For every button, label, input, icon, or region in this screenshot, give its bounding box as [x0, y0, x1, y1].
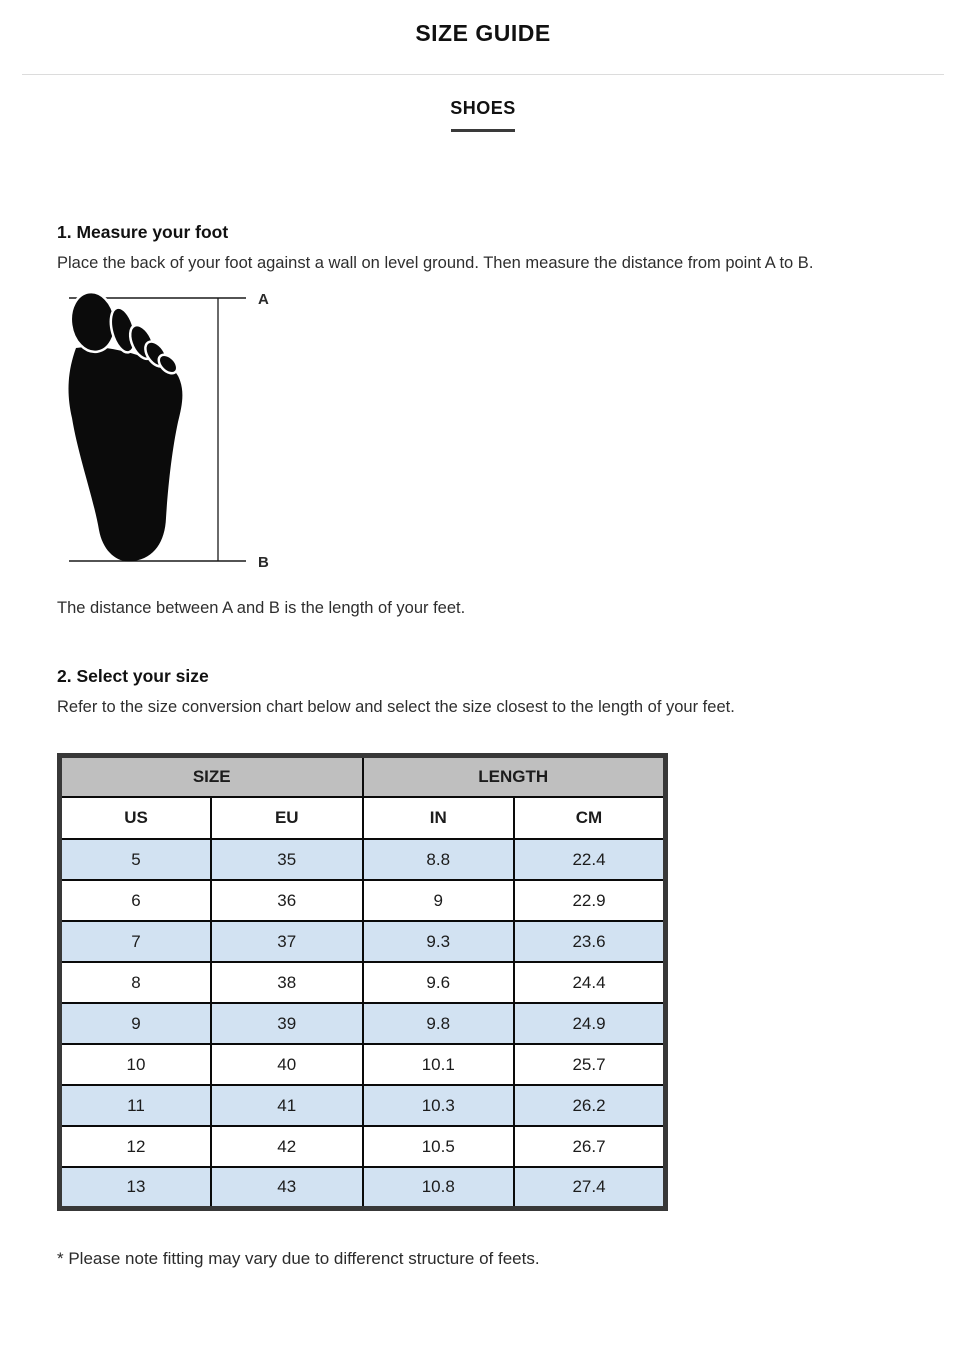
table-cell: 27.4: [514, 1167, 666, 1208]
step2-instruction: Refer to the size conversion chart below and select the size closest to the length of your feet.: [57, 697, 735, 716]
table-cell: 9: [363, 880, 515, 921]
table-cell: 43: [211, 1167, 363, 1208]
table-column-header-row: [60, 797, 666, 839]
table-cell: 22.4: [514, 839, 666, 880]
table-cell: 41: [211, 1085, 363, 1126]
table-cell: 38: [211, 962, 363, 1003]
table-cell: 40: [211, 1044, 363, 1085]
size-conversion-table: [57, 753, 668, 1211]
table-row: [60, 921, 666, 962]
divider: [22, 74, 944, 75]
table-cell: 6: [60, 880, 212, 921]
table-row: [60, 1167, 666, 1208]
table-cell: 24.4: [514, 962, 666, 1003]
table-group-header-row: [60, 755, 666, 797]
table-cell: 9.6: [363, 962, 515, 1003]
fitting-footnote: * Please note fitting may vary due to differenct structure of feets.: [57, 1248, 540, 1268]
size-table-body: [60, 839, 666, 1208]
table-cell: 10.8: [363, 1167, 515, 1208]
category-title: SHOES: [450, 98, 516, 118]
table-row: [60, 1003, 666, 1044]
table-cell: 13: [60, 1167, 212, 1208]
table-cell: 5: [60, 839, 212, 880]
label-point-a: A: [258, 291, 269, 309]
table-row: [60, 1126, 666, 1167]
label-point-b: B: [258, 554, 269, 572]
table-cell: 10: [60, 1044, 212, 1085]
table-cell: 11: [60, 1085, 212, 1126]
category-underline: [451, 129, 515, 132]
step2-heading: 2. Select your size: [57, 665, 209, 686]
section-select-size: [57, 666, 909, 1211]
table-cell: 8.8: [363, 839, 515, 880]
step1-heading: 1. Measure your foot: [57, 222, 229, 242]
table-cell: 9.8: [363, 1003, 515, 1044]
table-cell: 10.5: [363, 1126, 515, 1167]
table-cell: 7: [60, 921, 212, 962]
table-cell: 12: [60, 1126, 212, 1167]
foot-measurement-diagram: [66, 290, 286, 571]
table-cell: 8: [60, 962, 212, 1003]
table-row: [60, 1085, 666, 1126]
table-cell: 10.3: [363, 1085, 515, 1126]
table-row: [60, 839, 666, 880]
column-header-us: US: [60, 797, 212, 839]
table-row: [60, 880, 666, 921]
table-cell: 22.9: [514, 880, 666, 921]
table-cell: 9: [60, 1003, 212, 1044]
table-cell: 42: [211, 1126, 363, 1167]
table-cell: 10.1: [363, 1044, 515, 1085]
table-row: [60, 962, 666, 1003]
table-cell: 36: [211, 880, 363, 921]
size-guide-page: [0, 20, 966, 1269]
content-area: [0, 222, 966, 1269]
column-header-eu: EU: [211, 797, 363, 839]
diagram-caption: The distance between A and B is the length of your feet.: [57, 599, 466, 618]
group-header-size: SIZE: [60, 755, 363, 797]
step1-instruction: Place the back of your foot against a wall on level ground. Then measure the distance from point A to B.: [57, 254, 814, 272]
page-title: SIZE GUIDE: [415, 20, 551, 46]
table-cell: 35: [211, 839, 363, 880]
table-cell: 26.2: [514, 1085, 666, 1126]
foot-silhouette-icon: [67, 290, 182, 561]
section-measure-foot: [57, 222, 909, 620]
table-cell: 26.7: [514, 1126, 666, 1167]
table-cell: 23.6: [514, 921, 666, 962]
table-cell: 39: [211, 1003, 363, 1044]
column-header-cm: CM: [514, 797, 666, 839]
table-cell: 9.3: [363, 921, 515, 962]
table-row: [60, 1044, 666, 1085]
table-cell: 37: [211, 921, 363, 962]
group-header-length: LENGTH: [363, 755, 666, 797]
table-cell: 24.9: [514, 1003, 666, 1044]
column-header-in: IN: [363, 797, 515, 839]
table-cell: 25.7: [514, 1044, 666, 1085]
